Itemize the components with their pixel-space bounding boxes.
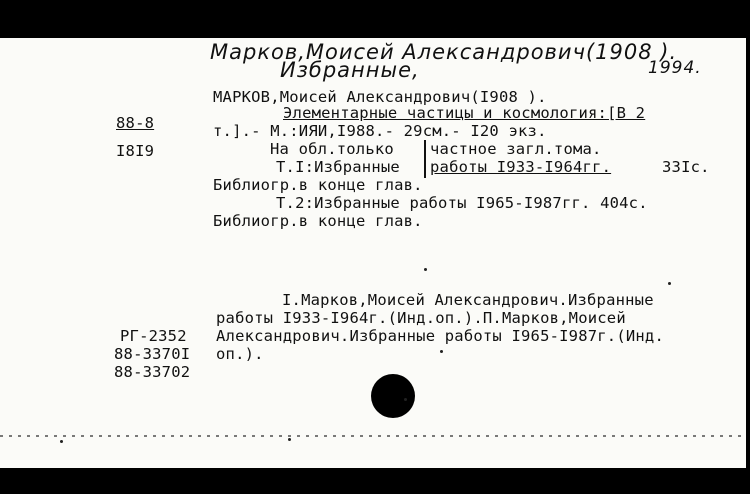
volume1-bibliography: Библиогр.в конце глав.: [213, 176, 423, 194]
cover-note-label: На обл.только: [270, 140, 394, 158]
speck: [668, 282, 671, 285]
speck: [424, 268, 427, 271]
entry-title: Элементарные частицы и космология:[В 2: [283, 104, 646, 122]
inventory-number: 88-3370I: [114, 345, 191, 363]
speck: [60, 440, 63, 443]
catalog-card: [0, 38, 746, 468]
bracket-line: [424, 140, 426, 178]
punch-hole: [371, 374, 415, 418]
inventory-number: 88-33702: [114, 363, 191, 381]
volume1-pages: 33Iс.: [662, 158, 710, 176]
tracing-line-4: оп.).: [216, 345, 264, 363]
tracing-line-3: Александрович.Избранные работы I965-I987г.(Инд.: [216, 327, 664, 345]
speck: [404, 398, 407, 401]
handwritten-year-note: 1994.: [648, 58, 702, 78]
perforation-line: [0, 435, 746, 437]
speck: [288, 438, 291, 441]
speck: [440, 350, 443, 353]
index-number: I8I9: [116, 142, 155, 160]
volume1-label: Т.I:Избранные: [276, 158, 400, 176]
volume1-title: работы I933-I964гг.: [430, 158, 612, 176]
tracing-line-1: I.Марков,Моисей Александрович.Избранные: [282, 291, 654, 309]
cover-note-text: частное загл.тома.: [430, 140, 602, 158]
entry-heading: МАРКОВ,Моисей Александрович(I908 ).: [213, 88, 547, 106]
volume2-bibliography: Библиогр.в конце глав.: [213, 212, 423, 230]
entry-imprint: т.].- М.:ИЯИ,I988.- 29см.- I20 экз.: [213, 122, 547, 140]
volume2-line: Т.2:Избранные работы I965-I987гг. 404с.: [276, 194, 648, 212]
tracing-line-2: работы I933-I964г.(Инд.оп.).П.Марков,Моисей: [216, 309, 626, 327]
handwritten-author-line: Марков,Моисей Александрович(1908 ).: [210, 40, 678, 64]
handwritten-title-line: Избранные,: [280, 58, 420, 82]
call-number: 88-8: [116, 114, 155, 132]
inventory-number: РГ-2352: [120, 327, 187, 345]
